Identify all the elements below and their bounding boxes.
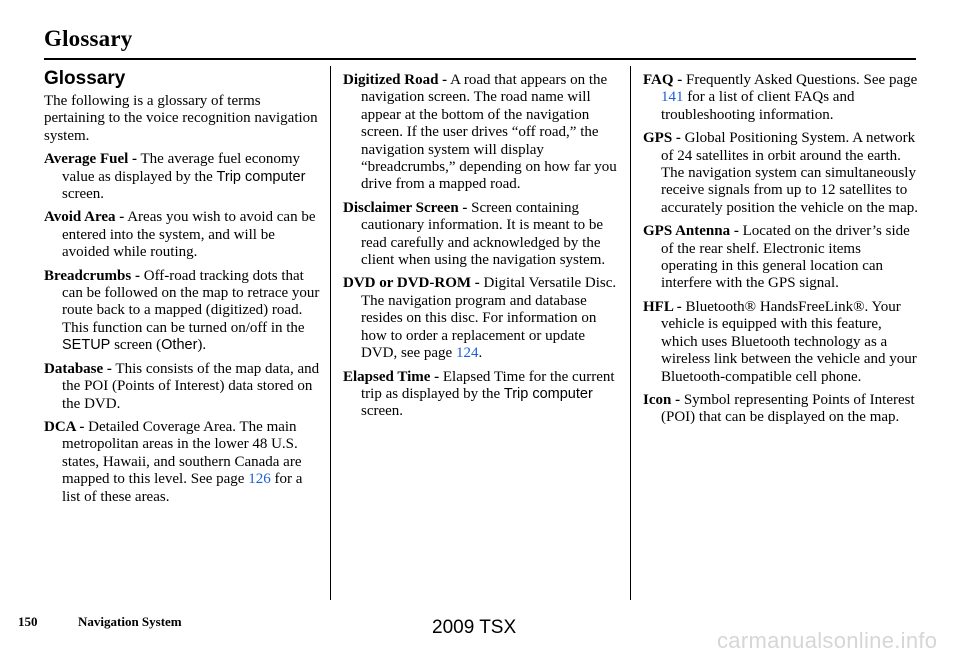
- definition: Areas you wish to avoid can be entered into the system, and will be avoided while routing.: [62, 209, 316, 261]
- definition: A road that appears on the navigation screen. The road name will appear at the bottom of the navigation screen. If the user drives “off road,” the navigation system will display “breadcrumbs,” depending on how far you drive from a mapped road.: [361, 72, 617, 193]
- definition: .: [478, 345, 483, 362]
- term: Breadcrumbs -: [44, 267, 140, 284]
- entry-digitized-road: [343, 72, 619, 194]
- definition: screen (: [114, 337, 162, 354]
- term: HFL -: [643, 298, 682, 315]
- entry-disclaimer-screen: [343, 200, 619, 270]
- definition: for a list of client FAQs and troubleshooting information.: [661, 89, 855, 123]
- entry-gps-antenna: [643, 223, 919, 293]
- site-watermark: carmanualsonline.info: [717, 628, 938, 653]
- definition: The average fuel economy value as displayed by the: [62, 151, 301, 185]
- definition: Located on the driver’s side of the rear shelf. Electronic items operating in this general location can interfere with the GPS signal.: [661, 223, 910, 292]
- entry-elapsed-time: [343, 369, 619, 421]
- definition: screen.: [361, 403, 404, 420]
- page-link[interactable]: 126: [248, 471, 271, 488]
- entry-icon: [643, 392, 919, 427]
- term: Elapsed Time -: [343, 368, 440, 385]
- definition: for a list of these areas.: [62, 471, 303, 505]
- term: Database -: [44, 360, 112, 377]
- model-watermark: 2009 TSX: [432, 617, 517, 638]
- intro-text: The following is a glossary of terms pertaining to the voice recognition navigation system.: [44, 93, 318, 144]
- term: FAQ -: [643, 72, 683, 88]
- entry-average-fuel: [44, 151, 320, 203]
- term: Digitized Road -: [343, 72, 448, 88]
- footer-section-title: Navigation System: [78, 614, 182, 629]
- term: Average Fuel -: [44, 151, 138, 168]
- term: GPS -: [643, 130, 681, 147]
- page-title: Glossary: [44, 26, 133, 51]
- term: DVD or DVD-ROM -: [343, 275, 480, 292]
- definition: Bluetooth® HandsFreeLink®. Your vehicle is equipped with this feature, which uses Bluetooth technology as a wireless link between the vehicle and your Bluetooth-compatible cell phone.: [661, 298, 917, 385]
- definition: Symbol representing Points of Interest (POI) that can be displayed on the map.: [661, 391, 915, 426]
- column-divider: [630, 66, 631, 600]
- definition: This consists of the map data, and the POI (Points of Interest) data stored on the DVD.: [62, 360, 320, 412]
- definition: Frequently Asked Questions. See page: [686, 72, 918, 88]
- definition: screen.: [62, 186, 105, 203]
- entry-avoid-area: [44, 209, 320, 261]
- entry-dca: [44, 419, 320, 506]
- term: Avoid Area -: [44, 209, 125, 226]
- term: GPS Antenna -: [643, 223, 739, 240]
- page-link[interactable]: 124: [455, 345, 479, 362]
- column-3: [643, 72, 919, 433]
- definition: Global Positioning System. A network of 24 satellites in orbit around the earth. The navigation system can simultaneously receive signals from up to 12 satellites to accurately position the vehicle on the map.: [661, 130, 918, 216]
- ui-label: Trip computer: [503, 385, 593, 402]
- term: Icon -: [643, 391, 681, 408]
- ui-label: SETUP: [62, 337, 111, 354]
- ui-label: Trip computer: [216, 168, 306, 185]
- entry-breadcrumbs: [44, 268, 320, 355]
- column-divider: [330, 66, 331, 600]
- definition: Detailed Coverage Area. The main metropolitan areas in the lower 48 U.S. states, Hawaii, and southern Canada are mapped to this level. See page: [62, 418, 302, 488]
- entry-faq: [643, 72, 919, 124]
- definition: ).: [197, 337, 207, 354]
- definition: Off-road tracking dots that can be followed on the map to retrace your route back to a mapped (digitized) road. This function can be turned on/off in the: [62, 267, 320, 336]
- entry-dvd: [343, 275, 619, 362]
- section-heading: Glossary: [44, 68, 126, 89]
- column-1: [44, 68, 320, 512]
- ui-label: Other: [161, 337, 198, 354]
- entry-database: [44, 361, 320, 413]
- page-number: 150: [18, 614, 38, 629]
- term: DCA -: [44, 418, 85, 435]
- definition: Screen containing cautionary information. It is meant to be read carefully and acknowledged by the client when using the navigation system.: [361, 199, 606, 269]
- entry-hfl: [643, 299, 919, 386]
- definition: Digital Versatile Disc. The navigation program and database resides on this disc. For information on how to order a replacement or update DVD, see page: [361, 275, 617, 362]
- term: Disclaimer Screen -: [343, 199, 468, 216]
- definition: Elapsed Time for the current trip as displayed by the: [361, 368, 615, 402]
- page-link[interactable]: 141: [661, 89, 684, 106]
- header-rule: [44, 58, 916, 60]
- column-2: [343, 72, 619, 427]
- entry-gps: [643, 130, 919, 217]
